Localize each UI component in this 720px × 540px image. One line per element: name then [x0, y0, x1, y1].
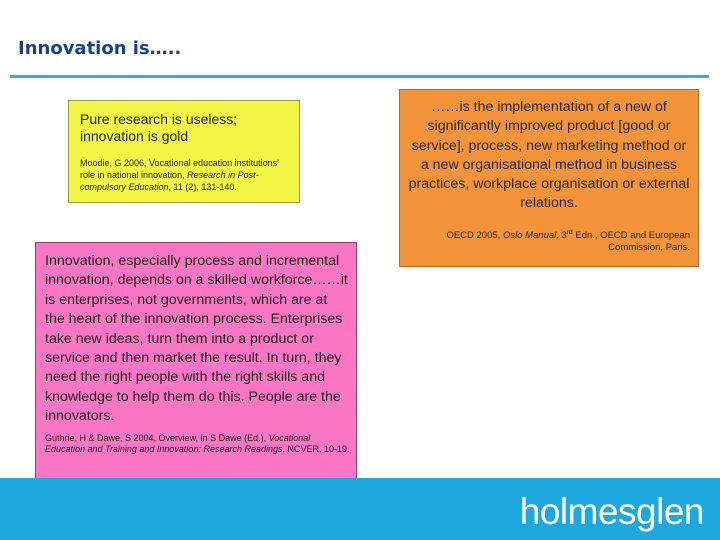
citation-superscript: rd	[566, 228, 573, 236]
citation-text: , 3	[556, 229, 567, 241]
yellow-quote-text: Pure research is useless; innovation is gold	[80, 111, 238, 144]
footer-bar	[0, 478, 720, 540]
citation-text: OECD 2005,	[446, 229, 503, 241]
citation-text: Guthrie, H & Dawe, S 2004, Overview, in S Dawe (Ed.),	[45, 432, 269, 443]
yellow-quote-citation	[80, 157, 291, 193]
yellow-quote-box	[68, 100, 300, 203]
citation-journal: Research in Post-compulsory Education	[80, 170, 259, 192]
pink-quote-box	[35, 242, 357, 488]
pink-quote-citation	[45, 433, 350, 456]
citation-text: , NCVER, 10-19.	[282, 444, 350, 455]
orange-quote-citation	[406, 230, 692, 255]
pink-quote-text: Innovation, especially process and incremental innovation, depends on a skilled workforce……it is enterprises, not governments, which are at the heart of the innovation process. Enterprises take new ideas, turn them into a product or service and then market the result. In turn, they need the right people with the right skills and knowledge to help them do this. People are the innovators.	[45, 253, 348, 425]
citation-text: , 11 (2), 131-140.	[168, 182, 237, 192]
orange-quote-box	[399, 89, 699, 267]
holmesglen-logo: holmesglen	[519, 491, 704, 532]
title-divider	[10, 75, 709, 78]
citation-manual: Oslo Manual	[502, 229, 557, 241]
citation-text: Edn., OECD and European Commission, Paris.	[572, 229, 690, 254]
citation-book: Vocational Education and Training and Innovation: Research Readings	[45, 432, 311, 455]
orange-quote-text: ……is the implementation of a new of significantly improved product [good or service], process, new marketing method or a new organisational method in business practices, workplace organisation or external relations.	[408, 99, 690, 212]
slide-title: Innovation is…..	[18, 38, 182, 59]
citation-text: Moodie, G 2006, Vocational education institutions' role in national innovation,	[80, 158, 279, 180]
